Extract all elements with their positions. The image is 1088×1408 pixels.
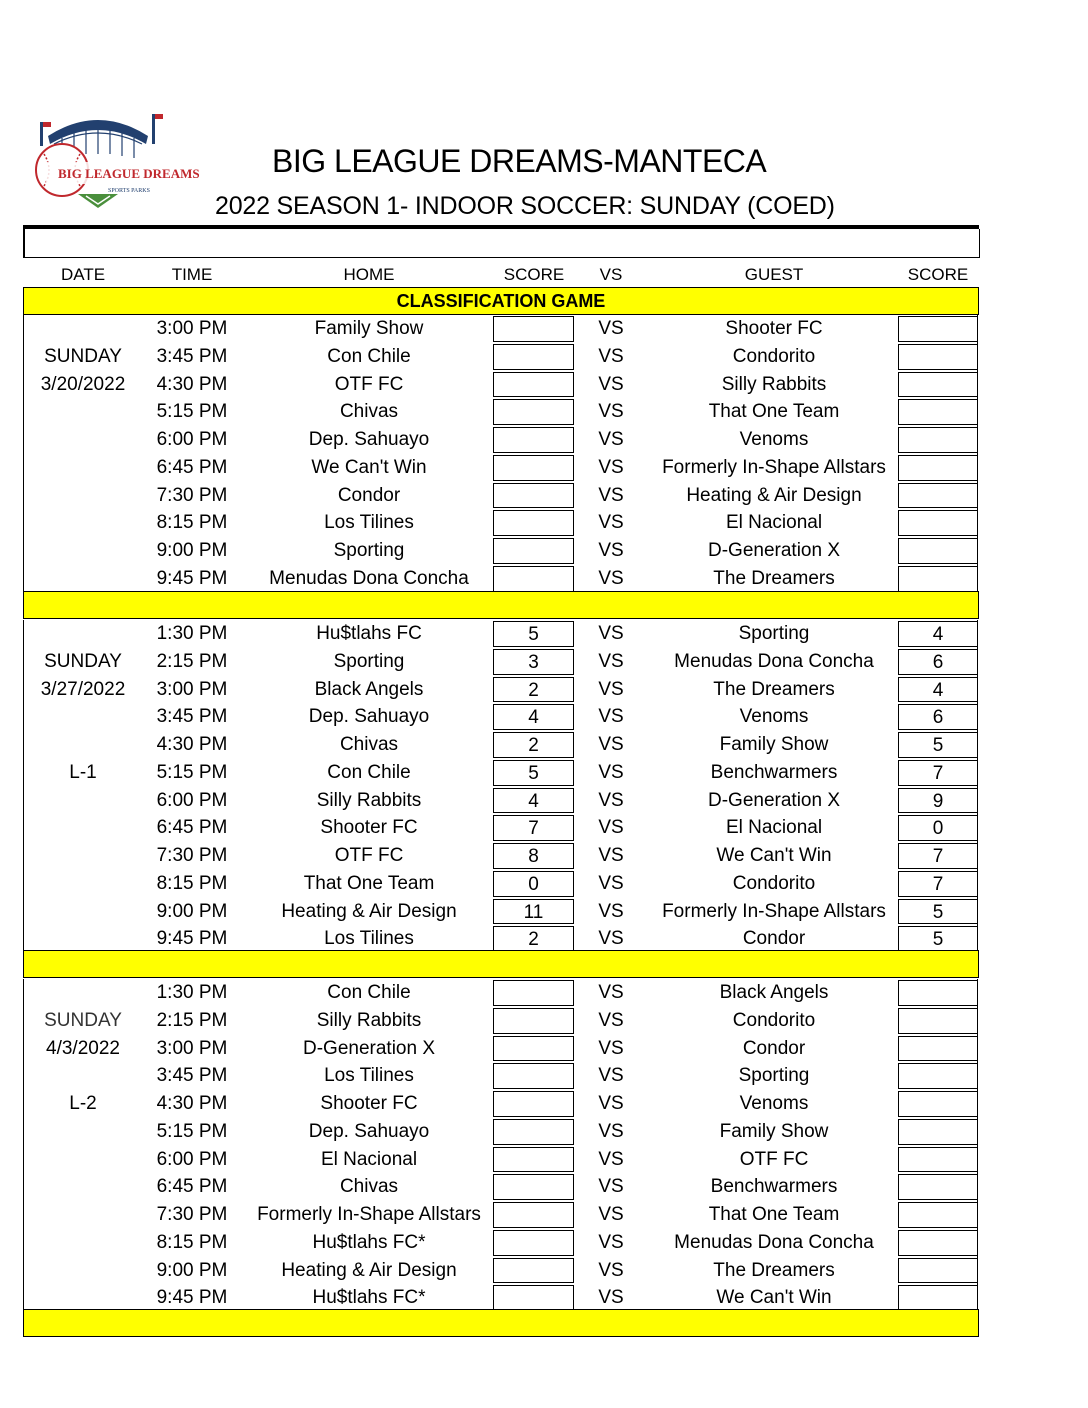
home-score-box [493,483,574,509]
week-label: 3/27/2022 [40,678,126,700]
guest-team: The Dreamers [713,678,835,700]
vs-label: VS [598,650,624,672]
home-score-box [493,1285,574,1311]
home-score-box [493,1008,574,1034]
guest-score: 6 [932,651,944,673]
game-time: 9:00 PM [156,900,228,922]
home-score: 4 [528,707,539,729]
guest-score-box [898,344,978,370]
game-time: 3:00 PM [156,1037,228,1059]
guest-team: Formerly In-Shape Allstars [662,900,886,922]
game-time: 2:15 PM [156,1009,228,1031]
home-team: Heating & Air Design [281,1259,457,1281]
vs-label: VS [598,1093,624,1114]
home-score: 2 [528,735,539,756]
home-score-box [493,455,574,481]
vs-label: VS [598,1231,624,1253]
guest-score-box [898,427,978,453]
home-score-box [493,926,574,952]
vs-label: VS [598,1037,624,1059]
guest-team: Venoms [739,706,809,728]
home-score-box [493,788,574,814]
guest-score: 0 [932,818,944,840]
vs-label: VS [598,734,624,755]
guest-team: The Dreamers [713,1259,835,1281]
guest-team: Sporting [738,1065,810,1087]
game-time: 6:00 PM [156,429,228,450]
game-time: 7:30 PM [156,484,228,506]
vs-label: VS [598,512,624,534]
game-time: 6:00 PM [156,789,228,811]
game-time: 3:45 PM [156,706,228,728]
logo-subtext: SPORTS PARKS [108,188,150,194]
home-team: D-Generation X [302,1037,436,1059]
guest-team: We Can't Win [716,845,832,866]
vs-label: VS [598,1204,624,1225]
guest-score-box [898,455,978,481]
guest-score-box [898,510,978,536]
guest-team: The Dreamers [713,567,835,589]
guest-team: Black Angels [719,982,829,1003]
home-score-box [493,871,574,897]
guest-team: Venoms [739,429,809,450]
guest-score-box [898,1230,978,1256]
guest-team: Condorito [732,345,816,367]
guest-team: Menudas Dona Concha [674,650,874,672]
guest-team: Silly Rabbits [721,373,827,395]
guest-score-box [898,1036,978,1062]
home-score-box [493,1091,574,1117]
vs-label: VS [598,623,624,644]
game-time: 9:00 PM [156,1259,228,1281]
home-team: Hu$tlahs FC* [312,1231,426,1253]
game-time: 4:30 PM [156,373,228,395]
guest-score: 5 [932,901,944,923]
guest-team: El Nacional [725,512,823,534]
home-score-box [493,399,574,425]
vs-label: VS [598,567,624,589]
vs-label: VS [598,761,624,783]
column-header-vs: VS [599,265,623,284]
home-score-box [493,316,574,342]
game-time: 1:30 PM [156,982,228,1003]
home-team: Chivas [339,1176,399,1198]
guest-score-box [898,926,978,952]
week-separator-band [23,591,979,619]
guest-score: 5 [932,735,944,756]
guest-team: D-Generation X [707,789,841,811]
vs-label: VS [598,401,624,423]
guest-team: D-Generation X [707,540,841,561]
home-score-box [493,899,574,925]
game-time: 6:45 PM [156,1176,228,1198]
table-left-border [23,620,24,953]
home-team: Menudas Dona Concha [269,567,469,589]
guest-team: Formerly In-Shape Allstars [662,456,886,478]
column-header-home: HOME [343,265,395,284]
guest-score-box [898,1258,978,1284]
week-separator-band [23,950,979,978]
vs-label: VS [598,1287,624,1309]
vs-label: VS [598,678,624,700]
home-score-box [493,843,574,869]
home-score-box [493,1202,574,1228]
home-score-box [493,980,574,1006]
home-score-box [493,1230,574,1256]
game-time: 9:45 PM [156,567,228,589]
vs-label: VS [598,318,624,339]
guest-score-box [898,1091,978,1117]
guest-score: 4 [932,679,944,701]
home-team: OTF FC [334,373,404,395]
home-team: Sporting [333,650,405,672]
vs-label: VS [598,845,624,866]
guest-team: Condor [742,928,806,950]
home-score-box [493,427,574,453]
game-time: 3:45 PM [156,1065,228,1087]
home-team: Black Angels [314,678,424,700]
table-left-border [23,315,24,593]
home-team: Dep. Sahuayo [308,706,430,728]
home-team: Sporting [333,540,405,561]
vs-label: VS [598,484,624,506]
home-team: Los Tilines [324,928,414,950]
guest-score-box [898,871,978,897]
guest-team: Family Show [719,1120,829,1142]
home-score-box [493,372,574,398]
home-score-box [493,815,574,841]
vs-label: VS [598,1009,624,1031]
guest-team: Benchwarmers [710,761,838,783]
game-time: 2:15 PM [156,650,228,672]
home-team: Shooter FC [320,1093,418,1114]
vs-label: VS [598,1148,624,1170]
week-label: SUNDAY [44,1009,122,1031]
vs-label: VS [598,706,624,728]
home-team: Hu$tlahs FC [316,623,422,644]
vs-label: VS [598,789,624,811]
vs-label: VS [598,1176,624,1198]
guest-score-box [898,980,978,1006]
home-score-box [493,677,574,703]
logo-text: BIG LEAGUE DREAMS [58,166,200,181]
home-score: 5 [528,762,539,784]
game-time: 6:00 PM [156,1148,228,1170]
page-title: BIG LEAGUE DREAMS-MANTECA [272,143,767,179]
home-team: Con Chile [327,345,411,367]
home-team: Dep. Sahuayo [308,429,430,450]
column-header-guest: GUEST [744,265,804,284]
guest-team: Benchwarmers [710,1176,838,1198]
guest-score-box [898,483,978,509]
game-time: 6:45 PM [156,817,228,839]
vs-label: VS [598,345,624,367]
guest-score-box [898,649,978,675]
column-header-date: DATE [60,265,106,284]
vs-label: VS [598,429,624,450]
home-score-box [493,621,574,647]
guest-team: Shooter FC [725,318,823,339]
guest-score-box [898,1174,978,1200]
guest-team: Condor [742,1037,806,1059]
home-score: 8 [528,846,539,867]
guest-score-box [898,621,978,647]
home-team: Chivas [339,401,399,423]
home-team: We Can't Win [311,456,427,478]
game-time: 8:15 PM [156,1231,228,1253]
week-label: SUNDAY [44,345,122,367]
guest-score-box [898,1119,978,1145]
classification-game-band: CLASSIFICATION GAME [23,287,979,315]
home-team: Condor [337,484,401,506]
week-label: L-2 [69,1093,97,1114]
vs-label: VS [598,900,624,922]
home-score-box [493,1258,574,1284]
home-team: Heating & Air Design [281,900,457,922]
vs-label: VS [598,817,624,839]
week-label: 4/3/2022 [46,1037,120,1059]
guest-score: 5 [932,929,944,951]
guest-score-box [898,788,978,814]
home-score-box [493,649,574,675]
home-team: Con Chile [327,761,411,783]
week-label: 3/20/2022 [40,373,126,395]
guest-score: 7 [932,846,944,867]
game-time: 9:45 PM [156,1287,228,1309]
guest-score-box [898,538,978,564]
guest-score-box [898,1008,978,1034]
column-header-time: TIME [171,265,213,284]
guest-team: Family Show [719,734,829,755]
guest-team: That One Team [708,1204,840,1225]
home-score-box [493,1036,574,1062]
home-score-box [493,760,574,786]
vs-label: VS [598,982,624,1003]
home-score: 3 [528,651,539,673]
home-team: Family Show [314,318,424,339]
column-header-guest-score: SCORE [907,265,969,284]
home-score-box [493,1119,574,1145]
home-team: Silly Rabbits [316,789,422,811]
home-score: 2 [528,929,539,951]
column-header-home-score: SCORE [503,265,565,284]
home-score-box [493,344,574,370]
vs-label: VS [598,373,624,395]
game-time: 3:00 PM [156,678,228,700]
home-score: 4 [528,790,539,812]
home-score: 0 [528,873,539,895]
home-team: Los Tilines [324,512,414,534]
guest-team: Menudas Dona Concha [674,1231,874,1253]
vs-label: VS [598,1120,624,1142]
game-time: 9:00 PM [156,540,228,561]
home-score-box [493,1174,574,1200]
week-separator-band [23,1309,979,1337]
vs-label: VS [598,1259,624,1281]
guest-team: Condorito [732,872,816,894]
guest-score-box [898,372,978,398]
home-score-box [493,704,574,730]
home-team: Chivas [339,734,399,755]
game-time: 4:30 PM [156,734,228,755]
home-team: El Nacional [320,1148,418,1170]
guest-score-box [898,899,978,925]
home-score: 2 [528,679,539,701]
vs-label: VS [598,1065,624,1087]
home-score: 7 [528,818,539,840]
table-left-border [23,979,24,1312]
guest-score-box [898,760,978,786]
guest-score-box [898,1147,978,1173]
game-time: 5:15 PM [156,401,228,423]
guest-team: We Can't Win [716,1287,832,1309]
game-time: 4:30 PM [156,1093,228,1114]
home-score-box [493,1147,574,1173]
guest-score-box [898,1202,978,1228]
home-team: Hu$tlahs FC* [312,1287,426,1309]
guest-score-box [898,399,978,425]
home-score: 11 [523,901,544,923]
home-score-box [493,510,574,536]
vs-label: VS [598,456,624,478]
column-headers [23,262,979,286]
game-time: 1:30 PM [156,623,228,644]
game-time: 8:15 PM [156,512,228,534]
home-team: Silly Rabbits [316,1009,422,1031]
home-score-box [493,732,574,758]
home-team: That One Team [303,872,435,894]
home-team: Dep. Sahuayo [308,1120,430,1142]
guest-team: Heating & Air Design [686,484,862,506]
home-team: Formerly In-Shape Allstars [257,1204,481,1225]
guest-score: 9 [932,790,944,812]
header-box [23,229,980,258]
home-team: Shooter FC [320,817,418,839]
guest-team: Sporting [738,623,810,644]
game-time: 3:00 PM [156,318,228,339]
home-team: Con Chile [327,982,411,1003]
week-label: L-1 [69,761,97,783]
guest-team: Venoms [739,1093,809,1114]
game-time: 3:45 PM [156,345,228,367]
page-subtitle: 2022 SEASON 1- INDOOR SOCCER: SUNDAY (COED) [215,192,835,220]
guest-score-box [898,316,978,342]
guest-score: 7 [932,762,944,784]
guest-team: El Nacional [725,817,823,839]
home-team: OTF FC [334,845,404,866]
guest-team: That One Team [708,401,840,423]
guest-score-box [898,704,978,730]
home-score-box [493,538,574,564]
guest-score: 4 [932,624,944,645]
vs-label: VS [598,540,624,561]
home-score-box [493,1063,574,1089]
guest-score: 6 [932,707,944,729]
guest-score-box [898,815,978,841]
guest-score-box [898,566,978,592]
guest-team: OTF FC [739,1148,809,1170]
game-time: 7:30 PM [156,845,228,866]
game-time: 5:15 PM [156,1120,228,1142]
home-score: 5 [528,624,539,645]
guest-score-box [898,1285,978,1311]
home-score-box [493,566,574,592]
guest-score-box [898,843,978,869]
game-time: 6:45 PM [156,456,228,478]
vs-label: VS [598,928,624,950]
vs-label: VS [598,872,624,894]
game-time: 7:30 PM [156,1204,228,1225]
guest-score: 7 [932,873,944,895]
week-label: SUNDAY [44,650,122,672]
game-time: 9:45 PM [156,928,228,950]
home-team: Los Tilines [324,1065,414,1087]
guest-score-box [898,677,978,703]
game-time: 8:15 PM [156,872,228,894]
guest-team: Condorito [732,1009,816,1031]
game-time: 5:15 PM [156,761,228,783]
guest-score-box [898,1063,978,1089]
guest-score-box [898,732,978,758]
big-league-dreams-logo [28,108,200,220]
